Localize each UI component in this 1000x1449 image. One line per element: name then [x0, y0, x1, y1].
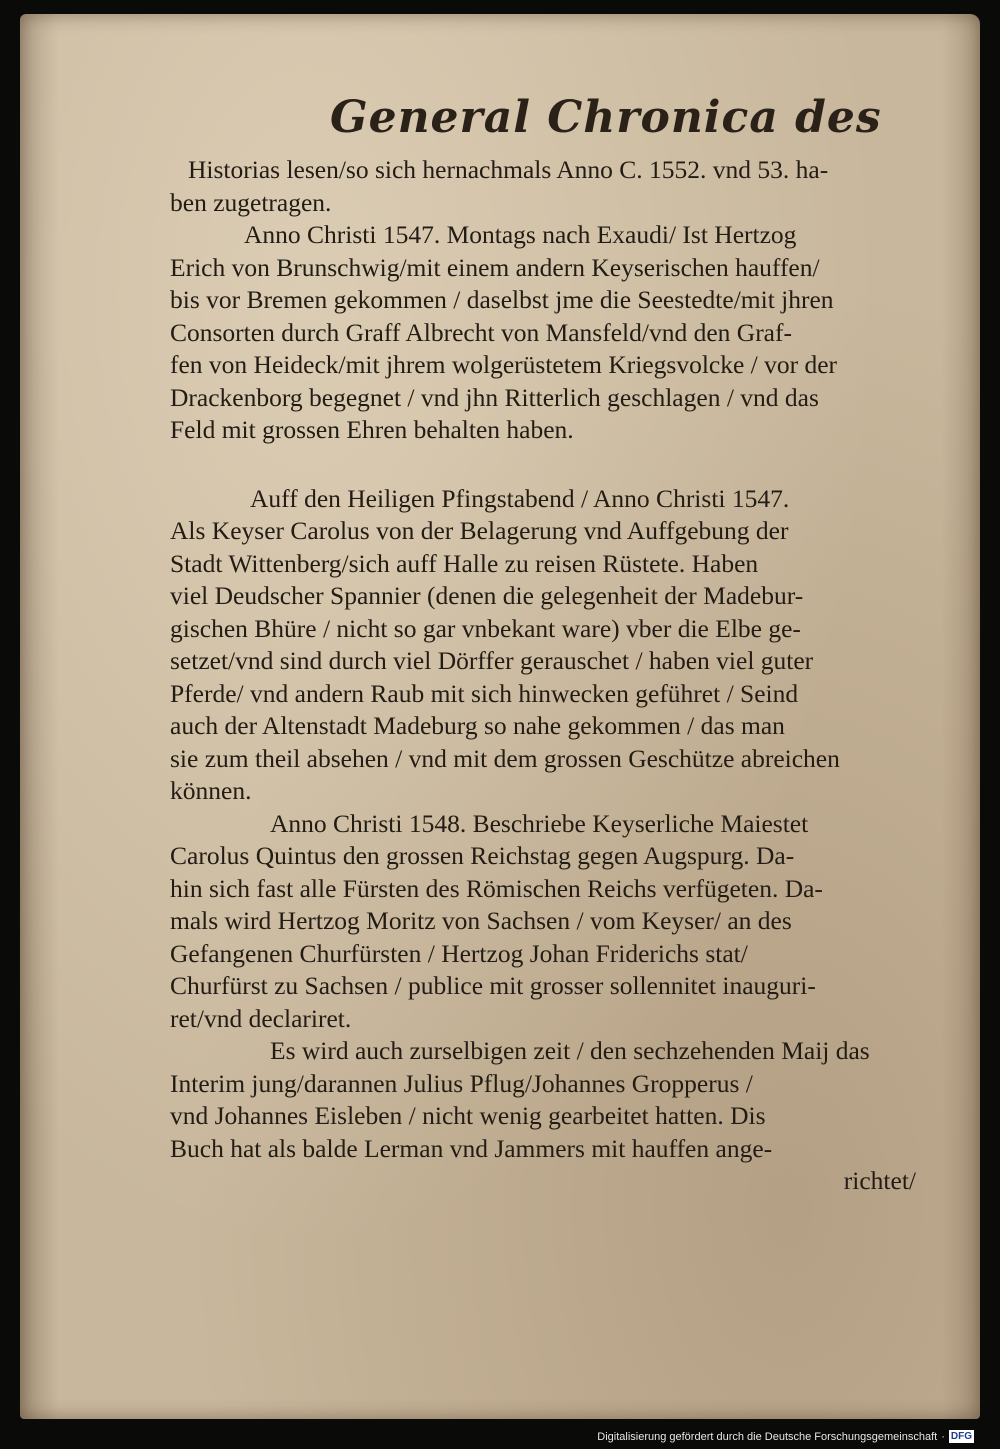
- text-line: Churfürst zu Sachsen / publice mit grosser sollennitet inauguri-: [170, 971, 816, 1000]
- text-line: Drackenborg begegnet / vnd jhn Ritterlich geschlagen / vnd das: [170, 382, 819, 412]
- text-line: Stadt Wittenberg/sich auff Halle zu reisen Rüstete. Haben: [170, 548, 759, 578]
- text-line: hin sich fast alle Fürsten des Römischen Reichs verfügeten. Da-: [170, 873, 823, 903]
- text-line: setzet/vnd sind durch viel Dörffer gerauschet / haben viel guter: [170, 646, 814, 675]
- credit-text: Digitalisierung gefördert durch die Deutsche Forschungsgemeinschaft: [597, 1430, 938, 1443]
- text-line: Buch hat als balde Lerman vnd Jammers mit hauffen ange-: [170, 1133, 773, 1163]
- text-line: sie zum theil absehen / vnd mit dem grossen Geschütze abreichen: [170, 743, 840, 773]
- text-line: Pferde/ vnd andern Raub mit sich hinwecken geführet / Seind: [170, 678, 799, 708]
- catchword: richtet/: [843, 1166, 916, 1195]
- running-header: General Chronica des: [330, 92, 882, 143]
- text-line: gischen Bhüre / nicht so gar vnbekant ware) vber die Elbe ge-: [170, 613, 801, 643]
- text-line: Interim jung/darannen Julius Pflug/Johannes Gropperus /: [170, 1068, 753, 1098]
- page-text: [170, 154, 930, 1198]
- text-line: fen von Heideck/mit jhrem wolgerüstetem Kriegsvolcke / vor der: [170, 350, 838, 379]
- book-page: [20, 14, 980, 1419]
- separator: ·: [941, 1430, 945, 1443]
- dfg-logo: DFG: [950, 1431, 972, 1442]
- text-line: Auff den Heiligen Pfingstabend / Anno Christi 1547.: [250, 483, 790, 513]
- text-line: Consorten durch Graff Albrecht von Mansfeld/vnd den Graf-: [170, 317, 792, 347]
- text-line: vnd Johannes Eisleben / nicht wenig gearbeitet hatten. Dis: [170, 1101, 766, 1130]
- text-line: auch der Altenstadt Madeburg so nahe gekommen / das man: [170, 711, 785, 740]
- text-line: Erich von Brunschwig/mit einem andern Keyserischen hauffen/: [170, 252, 820, 282]
- text-line: können.: [170, 776, 252, 805]
- text-line: Anno Christi 1548. Beschriebe Keyserliche Maiestet: [270, 808, 809, 838]
- text-line: viel Deudscher Spannier (denen die gelegenheit der Madebur-: [170, 581, 804, 610]
- text-line: Feld mit grossen Ehren behalten haben.: [170, 415, 574, 444]
- text-line: Carolus Quintus den grossen Reichstag gegen Augspurg. Da-: [170, 841, 795, 870]
- text-line: mals wird Hertzog Moritz von Sachsen / vom Keyser/ an des: [170, 906, 792, 935]
- paragraph-gap: [170, 447, 930, 483]
- text-line: Historias lesen/so sich hernachmals Anno C. 1552. vnd 53. ha-: [188, 155, 829, 184]
- text-line: ben zugetragen.: [170, 187, 332, 217]
- text-line: Als Keyser Carolus von der Belagerung vnd Auffgebung der: [170, 516, 789, 545]
- text-line: Es wird auch zurselbigen zeit / den sechzehenden Maij das: [270, 1036, 870, 1065]
- digitization-credit: [597, 1430, 974, 1443]
- text-line: ret/vnd declariret.: [170, 1003, 352, 1033]
- text-line: Anno Christi 1547. Montags nach Exaudi/ Ist Hertzog: [244, 220, 797, 249]
- text-line: bis vor Bremen gekommen / daselbst jme die Seestedte/mit jhren: [170, 285, 834, 314]
- text-line: Gefangenen Churfürsten / Hertzog Johan Friderichs stat/: [170, 938, 748, 968]
